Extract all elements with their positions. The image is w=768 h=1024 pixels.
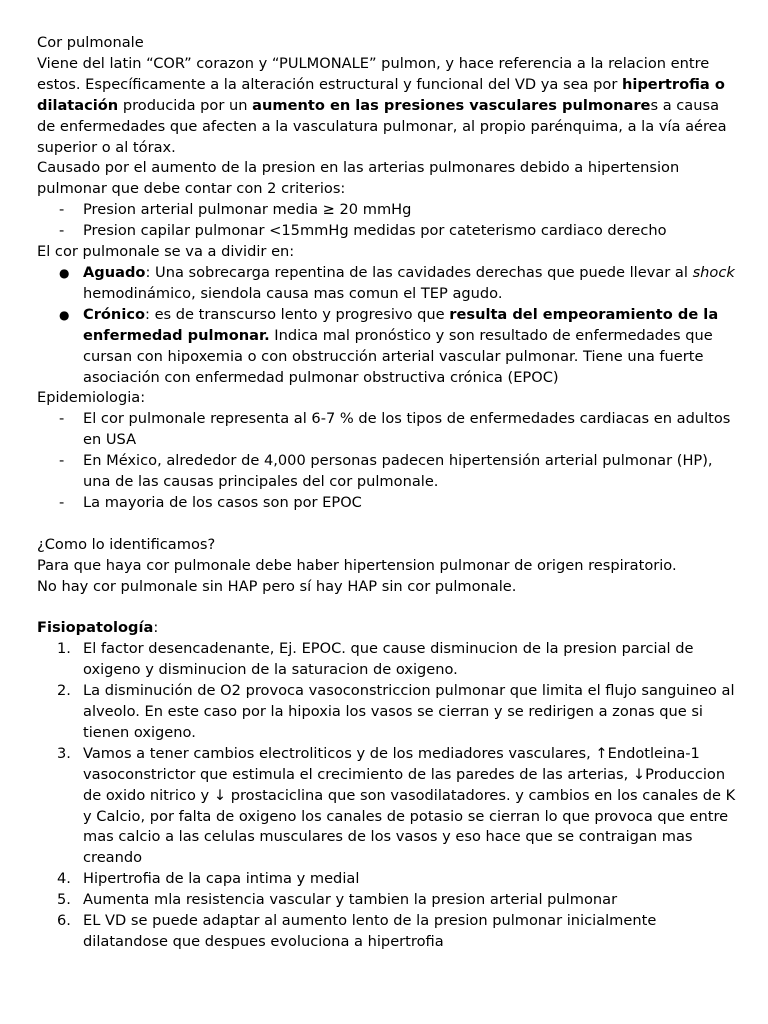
dash-bullet: - (59, 201, 65, 219)
epidemiology-heading: Epidemiologia: (37, 389, 146, 407)
intro-paragraph (37, 54, 736, 159)
dash-bullet: - (59, 493, 65, 511)
list-item: 4. Hipertrofia de la capa intima y medial (57, 870, 360, 888)
types-list (37, 263, 736, 388)
cause-paragraph: Causado por el aumento de la presion en las arterias pulmonares debido a hipertension pulmonar que debe contar con 2 criterios: (37, 159, 680, 198)
list-item: 2. La disminución de O2 provoca vasoconstriccion pulmonar que limita el flujo sanguineo al alveolo. En este caso por la hipoxia los vasos se cierran y se redirigen a zonas que si tienen oxigeno. (57, 682, 735, 741)
page-title: Cor pulmonale (37, 34, 144, 51)
division-paragraph: El cor pulmonale se va a dividir en: (37, 243, 295, 261)
dash-bullet: - (59, 410, 65, 428)
dash-bullet: - (59, 452, 65, 470)
intro-bold-b: aumento en las presiones vasculares pulmonare (252, 96, 651, 114)
list-item: 5. Aumenta mla resistencia vascular y tambien la presion arterial pulmonar (57, 891, 618, 909)
list-item: - La mayoria de los casos son por EPOC (37, 493, 736, 514)
physiopathology-list (37, 639, 736, 953)
intro-text-c: s a causa de enfermedades que afecten a la vasculatura pulmonar, al propio parénquima, a la vía aérea superior o al tórax. (37, 96, 727, 156)
identify-heading: ¿Como lo identificamos? (37, 535, 216, 553)
list-item: 3. Vamos a tener cambios electroliticos y de los mediadores vasculares, ↑Endotleina-1 vasoconstrictor que estimula el crecimiento de las paredes de las arterias, ↓Produccion de oxido nitrico y ↓ prostaciclina que son vasodilatadores. y cambios en los canales de K y Calcio, por falta de oxigeno los canales de potasio se cierran lo que provoca que entre mas calcio a las celulas musculares de los vasos y eso hace que se contraigan mas creando (57, 744, 736, 867)
criteria-list (37, 200, 736, 242)
list-item: - Presion arterial pulmonar media ≥ 20 mmHg (37, 200, 736, 221)
list-item: 6. EL VD se puede adaptar al aumento lento de la presion pulmonar inicialmente dilatandose que despues evoluciona a hipertrofia (57, 912, 657, 950)
identify-line-2: No hay cor pulmonale sin HAP pero sí hay HAP sin cor pulmonale. (37, 577, 517, 595)
list-item-cronico: ● Crónico: es de transcurso lento y progresivo que resulta del empeoramiento de la enfermedad pulmonar. Indica mal pronóstico y son resultado de enfermedades que cursan con hipoxemia o con obstrucción arterial vascular pulmonar. Tiene una fuerte asociación con enfermedad pulmonar obstructiva crónica (EPOC) (59, 305, 719, 386)
intro-text-a: Viene del latin “COR” corazon y “PULMONALE” pulmon, y hace referencia a la relacion entre estos. Específicamente a la alteración estructural y funcional del VD ya sea por (37, 54, 710, 93)
dot-bullet: ● (59, 265, 70, 280)
list-item: - Presion capilar pulmonar <15mmHg medidas por cateterismo cardiaco derecho (37, 221, 736, 242)
physiopathology-heading: Fisiopatología: (37, 619, 159, 637)
list-item: - El cor pulmonale representa al 6-7 % de los tipos de enfermedades cardiacas en adultos en USA (59, 410, 731, 449)
spacer (37, 597, 736, 618)
spacer (37, 514, 736, 535)
intro-bold-a: hipertrofia o dilatación (37, 75, 725, 114)
intro-text-b: producida por un (118, 96, 253, 114)
dot-bullet: ● (59, 307, 70, 322)
identify-line-1: Para que haya cor pulmonale debe haber hipertension pulmonar de origen respiratorio. (37, 556, 677, 574)
list-item: - En México, alrededor de 4,000 personas padecen hipertensión arterial pulmonar (HP), una de las causas principales del cor pulmonale. (59, 452, 713, 491)
dash-bullet: - (59, 222, 65, 240)
list-item-aguado: ● Aguado: Una sobrecarga repentina de las cavidades derechas que puede llevar al shock hemodinámico, siendola causa mas comun el TEP agudo. (59, 263, 735, 302)
epidemiology-list (37, 409, 736, 514)
list-item: 1. El factor desencadenante, Ej. EPOC. que cause disminucion de la presion parcial de oxigeno y disminucion de la saturacion de oxigeno. (57, 640, 694, 679)
